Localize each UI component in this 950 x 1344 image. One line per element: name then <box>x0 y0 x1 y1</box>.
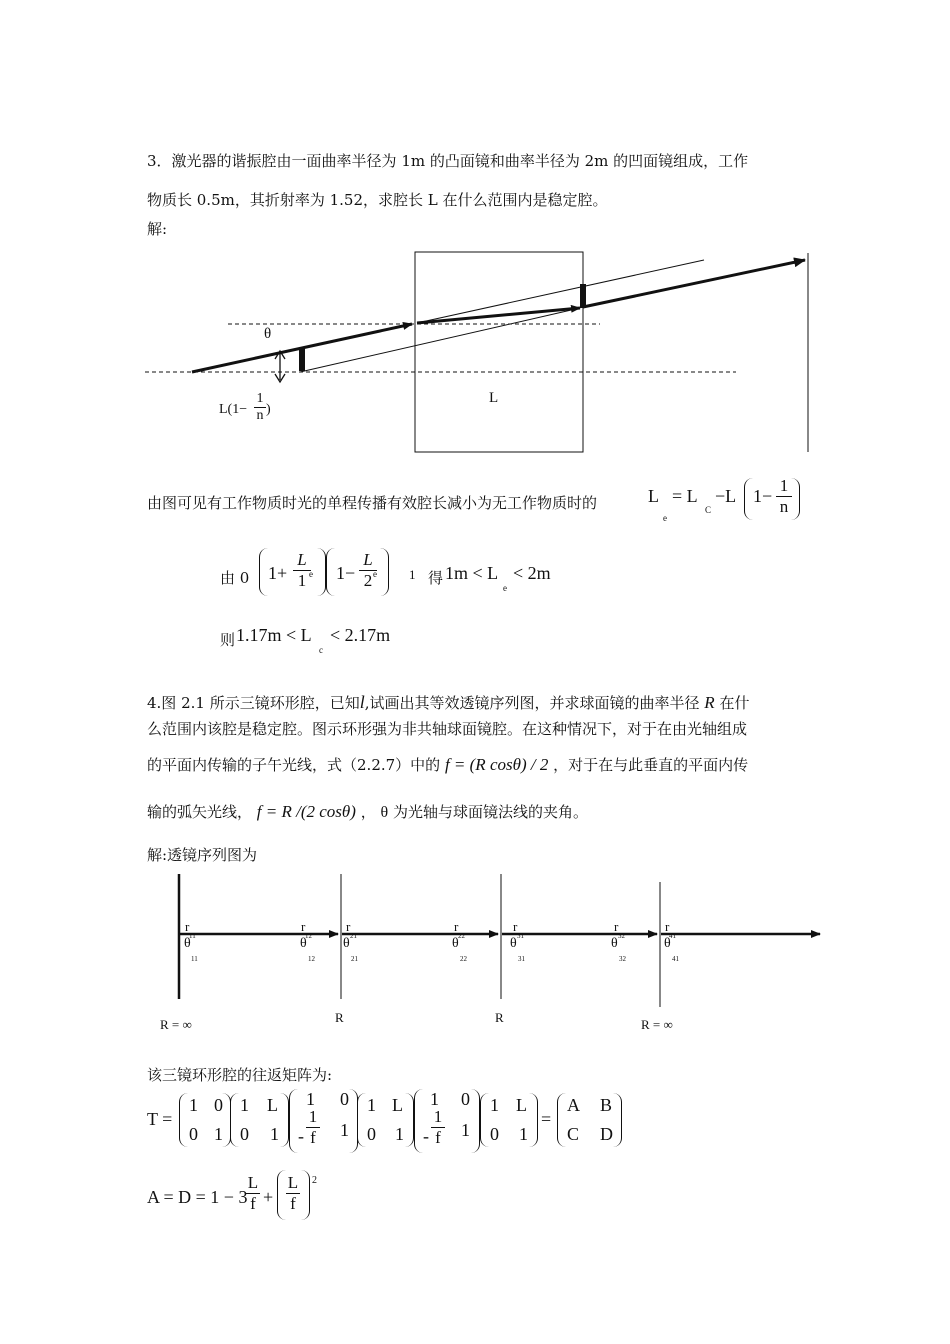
r-label-21: r <box>346 919 351 934</box>
ad-left-paren <box>277 1170 286 1220</box>
effective-length-text: 由图可见有工作物质时光的单程传播有效腔长减小为无工作物质时的 <box>147 494 598 512</box>
matrix-intro: 该三镜环形腔的往返矩阵为: <box>147 1066 333 1084</box>
medium-box <box>415 252 583 452</box>
ad-fraction-1: $\frac{L}{f}$ <box>247 1173 259 1213</box>
offset-bar-right <box>580 284 586 308</box>
r-label-11: r <box>185 919 190 934</box>
m1-d: 1 <box>214 1124 223 1144</box>
m2-d: 1 <box>270 1124 279 1144</box>
m1-c: 0 <box>189 1124 198 1144</box>
theta-label-12: θ <box>300 936 307 951</box>
m5-right-paren <box>471 1089 480 1153</box>
result-B: B <box>600 1095 613 1115</box>
eq3-end: < 2.17m <box>330 625 391 645</box>
theta-sub-12: 12 <box>308 955 315 963</box>
exit-ray <box>583 260 805 307</box>
theta-sub-22: 22 <box>460 955 467 963</box>
m3-a: 1 <box>306 1089 315 1109</box>
radius-label-2: R <box>335 1010 344 1025</box>
offset-label: L(1− <box>219 402 248 417</box>
matrix-T-label: T = <box>147 1109 173 1129</box>
m4-b: L <box>392 1095 403 1115</box>
theta-label-22: θ <box>452 936 459 951</box>
ad-plus: + <box>263 1187 274 1207</box>
cavity-length-label: L <box>489 390 499 406</box>
result-right-paren <box>613 1093 622 1147</box>
problem4-line4: 输的弧矢光线， f = R /(2 cosθ) ， θ 为光轴与球面镜法线的夹角。 <box>147 802 588 821</box>
m5-minus: - <box>423 1126 429 1146</box>
m6-a: 1 <box>490 1095 499 1115</box>
eq1-one-minus: 1− <box>753 486 773 506</box>
m1-left-paren <box>179 1093 188 1147</box>
m6-c: 0 <box>490 1124 499 1144</box>
theta-sub-31: 31 <box>518 955 525 963</box>
problem3-solution-label: 解: <box>147 220 168 238</box>
theta-label-21: θ <box>343 936 350 951</box>
problem4-line3: 的平面内传输的子午光线，式（2.2.7）中的 f = (R cosθ) / 2 ，对于在与此垂直的平面内传 <box>147 755 749 774</box>
problem3-line1: 3．激光器的谐振腔由一面曲率半径为 1m 的凸面镜和曲率半径为 2m 的凹面镜组成，工作 <box>147 152 749 170</box>
m2-c: 0 <box>240 1124 249 1144</box>
theta-label-41: θ <box>664 936 671 951</box>
m6-left-paren <box>480 1093 489 1147</box>
m5-left-paren <box>414 1089 423 1153</box>
r-sub-12: 12 <box>305 932 312 940</box>
m2-b: L <box>267 1095 278 1115</box>
theta-label-32: θ <box>611 936 618 951</box>
eq3-expr: 1.17m < L <box>236 625 312 645</box>
refraction-diagram <box>0 0 950 470</box>
ad-lhs: A = D = 1 − 3 <box>147 1187 248 1207</box>
theta-label-31: θ <box>510 936 517 951</box>
eq2-frac2: $\frac{L}{2}$ <box>359 550 377 591</box>
r-sub-11: 11 <box>189 932 196 940</box>
eq2-suffix-one: 1 <box>409 567 416 582</box>
theta-sub-21: 21 <box>351 955 358 963</box>
theta-sub-11: 11 <box>191 955 198 963</box>
problem3-line2: 物质长 0.5m，其折射率为 1.52，求腔长 L 在什么范围内是稳定腔。 <box>147 191 608 209</box>
offset-fraction: $\frac{1}{n}$ <box>254 391 266 424</box>
eq1-minus-L: −L <box>715 486 737 506</box>
eq2-paren1-left <box>259 548 268 596</box>
ad-exponent: 2 <box>312 1175 317 1186</box>
m4-right-paren <box>405 1093 414 1147</box>
offset-close-paren: ) <box>266 402 271 417</box>
eq1-fraction: $\frac{1}{n}$ <box>776 476 792 517</box>
eq2-prefix: 由 0 <box>220 569 250 587</box>
problem4-solution-label: 解:透镜序列图为 <box>147 846 258 864</box>
r-label-12: r <box>301 919 306 934</box>
theta-label-11: θ <box>184 936 191 951</box>
r-label-22: r <box>454 919 459 934</box>
m3-b: 0 <box>340 1089 349 1109</box>
result-A: A <box>567 1095 580 1115</box>
m3-left-paren <box>289 1089 298 1153</box>
m2-left-paren <box>230 1093 239 1147</box>
theta-label: θ <box>264 326 272 342</box>
eq3-sub: c <box>319 645 323 655</box>
r-sub-41: 41 <box>669 932 676 940</box>
matrix-equals: = <box>541 1109 552 1129</box>
eq2-suffix-text: 得 <box>428 569 444 587</box>
m6-b: L <box>516 1095 527 1115</box>
lens-sequence-diagram <box>0 860 950 1040</box>
m4-c: 0 <box>367 1124 376 1144</box>
eq2-frac1: $\frac{L}{1}$ <box>293 550 311 591</box>
r-sub-31: 31 <box>517 932 524 940</box>
r-sub-21: 21 <box>350 932 357 940</box>
eq1-equals: = L <box>672 486 698 506</box>
m5-a: 1 <box>430 1089 439 1109</box>
offset-bar-left <box>299 347 305 371</box>
r-label-31: r <box>513 919 518 934</box>
m2-right-paren <box>280 1093 289 1147</box>
eq1-Le-sub: e <box>663 513 667 523</box>
eq2-one-minus: 1− <box>336 563 356 583</box>
theta-sub-41: 41 <box>672 955 679 963</box>
eq3-prefix: 则 <box>220 631 236 649</box>
m4-left-paren <box>357 1093 366 1147</box>
problem4-line2: 么范围内该腔是稳定腔。图示环形强为非共轴球面镜腔。在这种情况下，对于在由光轴组成 <box>147 720 748 738</box>
theta-sub-32: 32 <box>619 955 626 963</box>
eq2-result: 1m < L <box>445 563 499 583</box>
eq1-Le: L <box>648 486 659 506</box>
eq2-frac2-sub: e <box>373 569 377 579</box>
m5-d: 1 <box>461 1120 470 1140</box>
result-D: D <box>600 1124 613 1144</box>
radius-label-3: R <box>495 1010 504 1025</box>
r-label-32: r <box>614 919 619 934</box>
m5-fraction: $\frac{1}{f}$ <box>431 1107 445 1148</box>
eq2-result-end: < 2m <box>513 563 551 583</box>
eq1-C-sub: C <box>705 505 712 515</box>
m3-minus: - <box>298 1126 304 1146</box>
eq2-result-sub: e <box>503 583 507 593</box>
result-C: C <box>567 1124 580 1144</box>
m4-a: 1 <box>367 1095 376 1115</box>
m6-right-paren <box>529 1093 538 1147</box>
result-left-paren <box>557 1093 566 1147</box>
radius-label-4: R = ∞ <box>641 1017 673 1032</box>
problem4-line1: 4.图 2.1 所示三镜环形腔，已知l,试画出其等效透镜序列图，并求球面镜的曲率半径 R 在什 <box>147 692 750 712</box>
eq2-paren2-left <box>326 548 335 596</box>
m3-d: 1 <box>340 1120 349 1140</box>
eq2-one-plus: 1+ <box>268 563 288 583</box>
r-label-41: r <box>665 919 670 934</box>
m1-b: 0 <box>214 1095 223 1115</box>
r-sub-32: 32 <box>618 932 625 940</box>
ad-right-paren <box>301 1170 310 1220</box>
m3-fraction: $\frac{1}{f}$ <box>306 1107 320 1148</box>
m2-a: 1 <box>240 1095 249 1115</box>
r-sub-22: 22 <box>458 932 465 940</box>
eq1-right-paren <box>791 478 800 520</box>
m4-d: 1 <box>395 1124 404 1144</box>
m6-d: 1 <box>519 1124 528 1144</box>
eq2-paren2-right <box>380 548 389 596</box>
radius-label-1: R = ∞ <box>160 1017 192 1032</box>
eq2-paren1-right <box>317 548 326 596</box>
ad-fraction-2: $\frac{L}{f}$ <box>287 1173 299 1213</box>
eq1-left-paren <box>744 478 753 520</box>
inside-ray <box>417 308 580 323</box>
eq2-frac1-sub: e <box>309 569 313 579</box>
m5-b: 0 <box>461 1089 470 1109</box>
m1-a: 1 <box>189 1095 198 1115</box>
